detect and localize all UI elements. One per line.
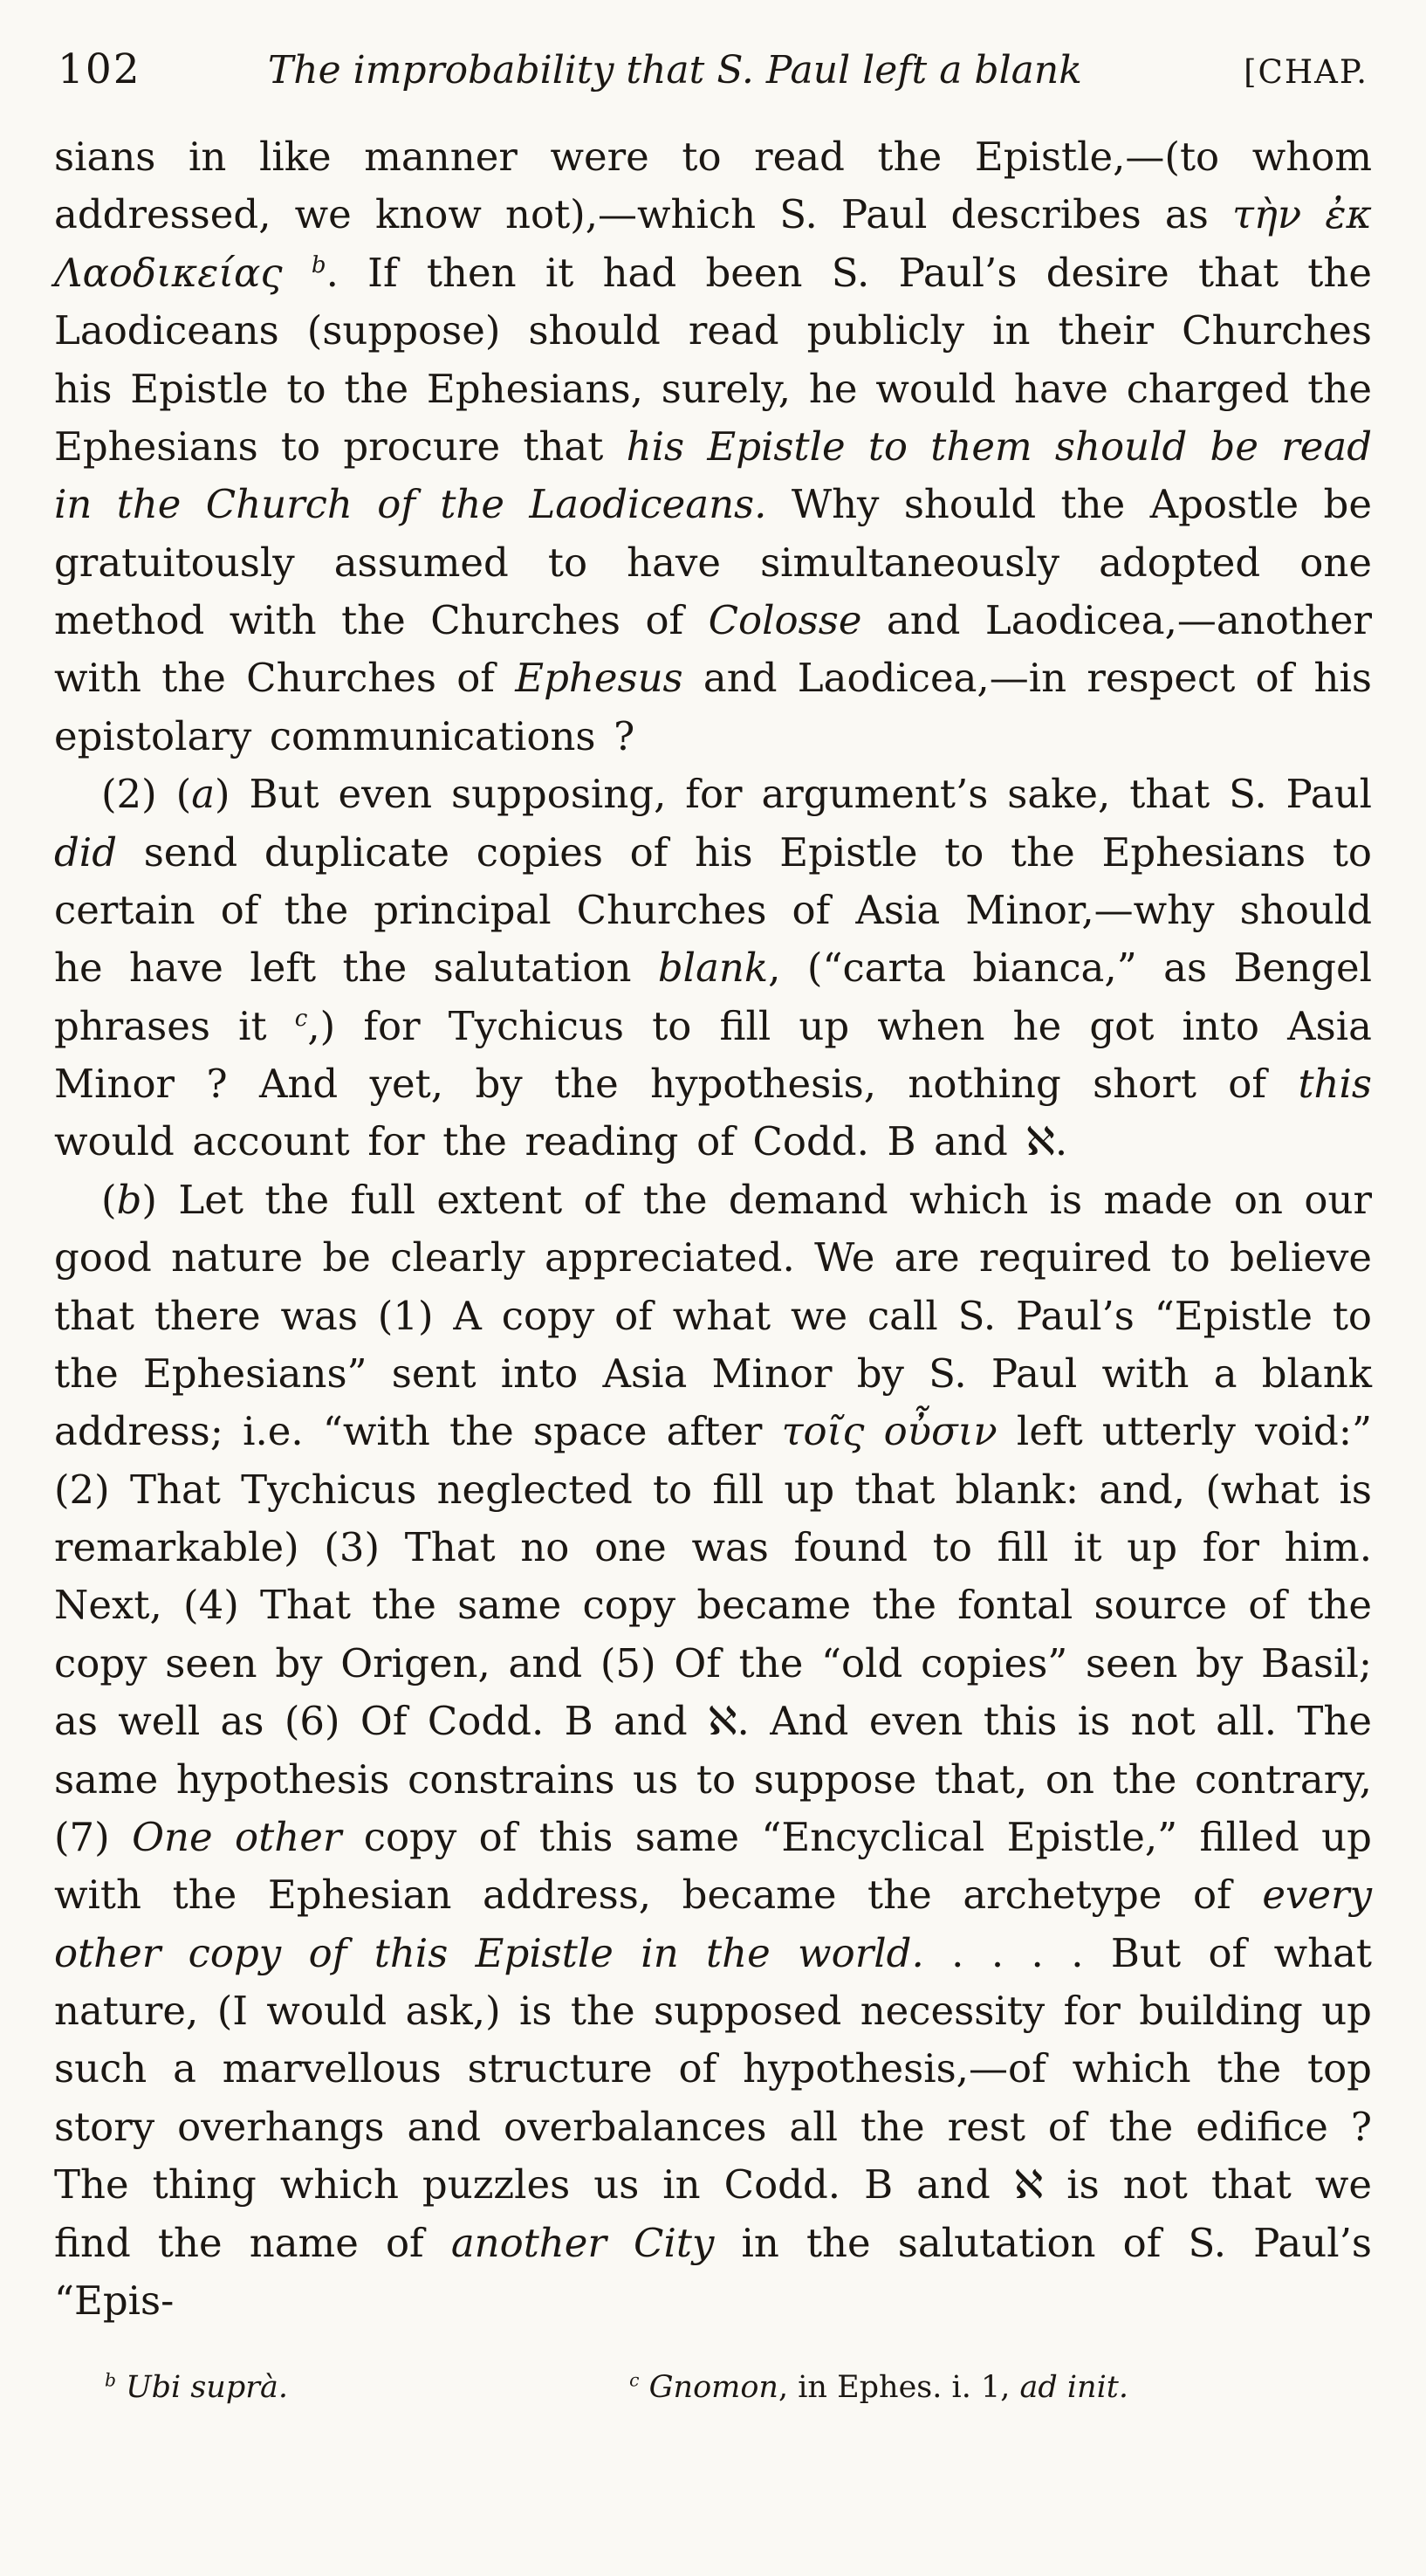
body-paragraph: (b) Let the full extent of the demand which is made on our good nature be clearly appreciated. We are required to believe that there was (1) A copy of what we call S. Paul’s “Epistle to the Ephesians” sent into Asia Minor by S. Paul with a blank address; i.e. “with the space after τοῖς οὖσιν left utterly void:” (2) That Tychicus neglected to fill up that blank: and, (what is remarkable) (3) That no one was found to fill it up for him. Next, (4) That the same copy became the fontal source of the copy seen by Origen, and (5) Of the “old copies” seen by Basil; as well as (6) Of Codd. B and ℵ. And even this is not all. The same hypothesis constrains us to suppose that, on the contrary, (7) One other copy of this same “Encyclical Epistle,” filled up with the Ephesian address, became the archetype of every other copy of this Epistle in the world. . . . . But of what nature, (I would ask,) is the supposed necessity for building up such a marvellous structure of hypothesis,—of which the top story overhangs and overbalances all the rest of the edifice ? The thing which puzzles us in Codd. B and ℵ is not that we find the name of another City in the salutation of S. Paul’s “Epis- bbox=[54, 1176, 1373, 2324]
footnotes-section bbox=[54, 2370, 1372, 2405]
body-paragraph: (2) (a) But even supposing, for argument’s sake, that S. Paul did send duplicate copies of his Epistle to the Ephesians to certain of the principal Churches of Asia Minor,—why should he have left the salutation blank, (“carta bianca,” as Bengel phrases it $^c$,) for Tychicus to fill up when he got into Asia Minor ? And yet, by the hypothesis, nothing short of this would account for the reading of Codd. B and ℵ. bbox=[54, 771, 1372, 1165]
running-title: The improbability that S. Paul left a blank bbox=[267, 48, 1082, 93]
running-header bbox=[58, 45, 1368, 93]
page-body bbox=[54, 128, 1372, 2330]
page-number: 102 bbox=[58, 45, 141, 93]
body-paragraph: sians in like manner were to read the Epistle,—(to whom addressed, we know not),—which S. Paul describes as τὴν ἐκ Λαοδικείας $^b$. If then it had been S. Paul’s desire that the Laodiceans (suppose) should read publicly in their Churches his Epistle to the Ephesians, surely, he would have charged the Ephesians to procure that his Epistle to them should be read in the Church of the Laodiceans. Why should the Apostle be gratuitously assumed to have simultaneously adopted one method with the Churches of Colosse and Laodicea,—another with the Churches of Ephesus and Laodicea,—in respect of his epistolary communications ? bbox=[54, 134, 1373, 759]
footnote-b: $^b$ Ubi suprà. bbox=[105, 2369, 288, 2406]
footnote-c: $^c$ Gnomon, in Ephes. i. 1, ad init. bbox=[629, 2369, 1128, 2406]
chapter-marker: [CHAP. bbox=[1244, 53, 1368, 91]
